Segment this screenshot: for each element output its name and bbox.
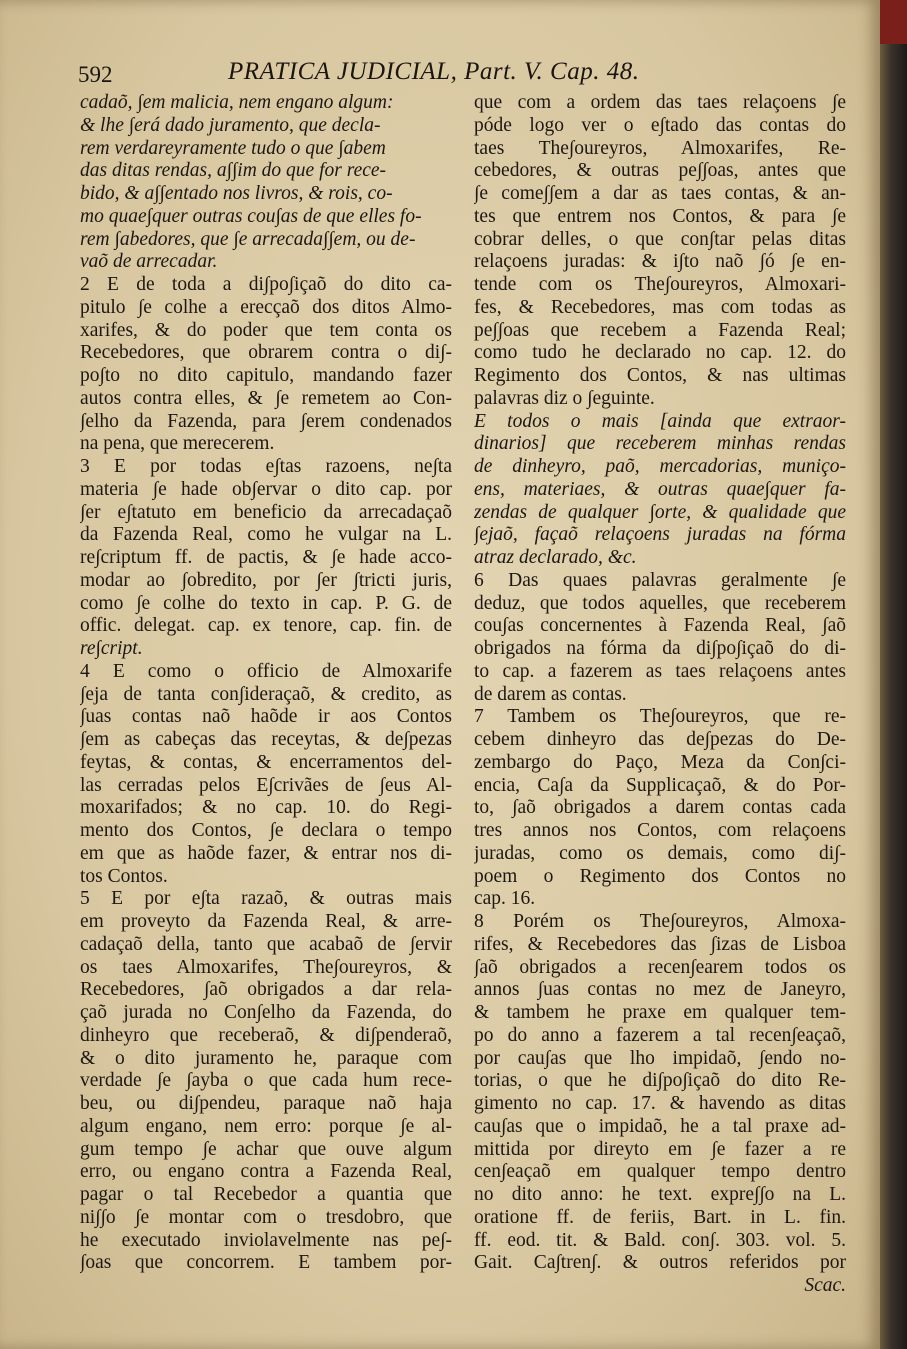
text-line: encia, Ca∫a da Supplicaçaõ, & do Por- bbox=[474, 774, 846, 796]
text-line: & o dito juramento he, paraque com bbox=[80, 1047, 452, 1069]
text-line: Recebedores, que obrarem contra o di∫- bbox=[80, 342, 452, 364]
text-line: mo quae∫quer outras cou∫as de que elles fo- bbox=[80, 205, 422, 227]
text-line: ∫er e∫tatuto em beneficio da arrecadaçaõ bbox=[80, 501, 452, 523]
text-line: relaçoens juradas: & i∫to naõ ∫ó ∫e en- bbox=[474, 251, 846, 273]
text-line: re∫cript. bbox=[80, 638, 143, 659]
text-line: cobrar delles, o que con∫tar pelas ditas bbox=[474, 228, 846, 250]
text-line: ni∫∫o ∫e montar com o tresdobro, que bbox=[80, 1206, 452, 1228]
text-line: xarifes, & do poder que tem conta os bbox=[80, 319, 452, 341]
text-line: na pena, que merecerem. bbox=[80, 433, 275, 455]
text-line: 3 E por todas e∫tas razoens, ne∫ta bbox=[80, 456, 452, 477]
text-line: póde logo ver o e∫tado das contas do bbox=[474, 114, 846, 136]
text-line: dinheyro que receberaõ, & di∫penderaõ, bbox=[80, 1024, 452, 1046]
text-line: re∫criptum ff. de pactis, & ∫e hade acco- bbox=[80, 547, 452, 568]
text-line: juradas, como os demais, como di∫- bbox=[474, 842, 846, 864]
text-line: beu, ou di∫pendeu, paraque naõ haja bbox=[80, 1093, 452, 1114]
text-line: to cap. a fazerem as taes relaçoens antes bbox=[474, 660, 846, 682]
text-line: Recebedores, ∫aõ obrigados a dar rela- bbox=[80, 979, 452, 1001]
text-line: atraz declarado, &c. bbox=[474, 547, 637, 568]
text-line: ∫uas contas naõ haõde ir aos Contos bbox=[80, 706, 452, 728]
text-line: taes The∫oureyros, Almoxarifes, Re- bbox=[474, 137, 846, 159]
text-line: gum tempo ∫e achar que ouve algum bbox=[80, 1138, 452, 1160]
text-line: & tambem he praxe em qualquer tem- bbox=[474, 1002, 846, 1023]
text-line: 5 E por e∫ta razaõ, & outras mais bbox=[80, 888, 452, 910]
text-line: pitulo ∫e colhe a erecçaõ dos ditos Almo- bbox=[80, 296, 452, 318]
text-line: E todos o mais [ainda que extraor- bbox=[474, 410, 846, 432]
text-line: que com a ordem das taes relaçoens ∫e bbox=[474, 92, 846, 113]
text-line: to, ∫aõ obrigados a darem contas cada bbox=[474, 797, 846, 819]
text-line: torias, o que he di∫po∫içaõ do dito Re- bbox=[474, 1070, 846, 1092]
text-line: modar ao ∫obredito, por ∫er ∫tricti juris, bbox=[80, 569, 452, 591]
text-line: zendas de qualquer ∫orte, & qualidade que bbox=[474, 501, 846, 523]
text-line: fes, & Recebedores, mas com todas as bbox=[474, 296, 846, 318]
text-line: po do anno a fazerem a tal recen∫eaçaõ, bbox=[474, 1024, 846, 1046]
text-line: os taes Almoxarifes, The∫oureyros, & bbox=[80, 956, 452, 978]
text-line: cadaçaõ della, tanto que acabaõ de ∫ervir bbox=[80, 933, 452, 955]
text-line: gimento no cap. 17. & havendo as ditas bbox=[474, 1093, 846, 1114]
bookmark-ribbon bbox=[880, 0, 907, 44]
text-line: como tudo he declarado no cap. 12. do bbox=[474, 342, 846, 364]
text-line: em proveyto da Fazenda Real, & arre- bbox=[80, 911, 452, 932]
text-line: ∫e come∫∫em a dar as taes contas, & an- bbox=[474, 183, 846, 204]
text-line: materia ∫e hade ob∫ervar o dito cap. por bbox=[80, 478, 452, 500]
text-line: offic. delegat. cap. ex tenore, cap. fin. de bbox=[80, 615, 452, 637]
text-line: poem o Regimento dos Contos no bbox=[474, 865, 846, 887]
text-line: çaõ jurada no Con∫elho da Fazenda, do bbox=[80, 1002, 452, 1023]
text-line: feytas, & contas, & encerramentos del- bbox=[80, 751, 452, 773]
text-line: ∫elho da Fazenda, para ∫erem condenados bbox=[80, 410, 452, 432]
text-line: mittida por direyto em ∫e fazer a re bbox=[474, 1138, 846, 1160]
right-text-column bbox=[474, 92, 846, 1298]
text-line: 4 E como o officio de Almoxarife bbox=[80, 660, 452, 682]
text-line: Gait. Ca∫tren∫. & outros referidos por bbox=[474, 1252, 846, 1274]
text-line: Regimento dos Contos, & nas ultimas bbox=[474, 365, 846, 386]
text-line: po∫to no dito capitulo, mandando fazer bbox=[80, 365, 452, 386]
text-line: tres annos nos Contos, com relaçoens bbox=[474, 820, 846, 841]
text-line: ∫em as cabeças das receytas, & de∫pezas bbox=[80, 729, 452, 750]
text-line: 7 Tambem os The∫oureyros, que re- bbox=[474, 706, 846, 728]
left-text-column bbox=[80, 92, 452, 1275]
text-line: vaõ de arrecadar. bbox=[80, 251, 218, 273]
text-line: tende com os The∫oureyros, Almoxari- bbox=[474, 274, 846, 295]
text-line: no dito anno: he text. expre∫∫o na L. bbox=[474, 1184, 846, 1205]
text-line: de dinheyro, paõ, mercadorias, muniço- bbox=[474, 456, 846, 477]
text-line: ∫aõ obrigados a recen∫earem todos os bbox=[474, 956, 846, 978]
text-line: dinarios] que receberem minhas rendas bbox=[474, 433, 846, 455]
text-line: algum engano, nem erro: porque ∫e al- bbox=[80, 1115, 452, 1137]
text-line: rifes, & Recebedores das ∫izas de Lisboa bbox=[474, 933, 846, 955]
text-line: ∫eja de tanta con∫ideraçaõ, & credito, as bbox=[80, 683, 452, 705]
text-line: verdade ∫e ∫ayba o que cada hum rece- bbox=[80, 1070, 452, 1092]
text-line: pe∫∫oas que recebem a Fazenda Real; bbox=[474, 319, 846, 341]
text-line: Scac. bbox=[804, 1275, 846, 1296]
text-line: como ∫e colhe do texto in cap. P. G. de bbox=[80, 592, 452, 614]
text-line: pagar o tal Recebedor a quantia que bbox=[80, 1184, 452, 1205]
text-line: palavras diz o ∫eguinte. bbox=[474, 387, 655, 409]
text-line: ff. eod. tit. & Bald. con∫. 303. vol. 5. bbox=[474, 1229, 846, 1251]
text-line: deduz, que todos aquelles, que receberem bbox=[474, 592, 846, 614]
text-line: moxarifados; & no cap. 10. do Regi- bbox=[80, 797, 452, 819]
text-line: annos ∫uas contas no mez de Janeyro, bbox=[474, 979, 846, 1001]
text-line: autos contra elles, & ∫e remetem ao Con- bbox=[80, 387, 452, 409]
text-line: cebedores, & outras pe∫∫oas, antes que bbox=[474, 160, 846, 182]
text-line: & lhe ∫erá dado juramento, que decla- bbox=[80, 114, 381, 136]
text-line: cen∫eaçaõ em qualquer tempo dentro bbox=[474, 1161, 846, 1183]
text-line: bido, & a∫∫entado nos livros, & rois, co- bbox=[80, 183, 393, 204]
text-line: ∫oas que concorrem. E tambem por- bbox=[80, 1252, 452, 1274]
text-line: cadaõ, ∫em malicia, nem engano algum: bbox=[80, 92, 394, 113]
text-line: 6 Das quaes palavras geralmente ∫e bbox=[474, 569, 846, 591]
text-line: erro, ou engano contra a Fazenda Real, bbox=[80, 1161, 452, 1183]
text-line: das ditas rendas, a∫∫im do que for rece- bbox=[80, 160, 387, 182]
page-number: 592 bbox=[78, 62, 113, 87]
text-line: he executado inviolavelmente nas pe∫- bbox=[80, 1229, 452, 1251]
text-line: cap. 16. bbox=[474, 888, 536, 910]
text-line: 8 Porém os The∫oureyros, Almoxa- bbox=[474, 911, 846, 932]
text-line: zembargo do Paço, Meza da Con∫ci- bbox=[474, 751, 846, 773]
text-line: tos Contos. bbox=[80, 865, 168, 887]
text-line: da Fazenda Real, como he vulgar na L. bbox=[80, 524, 452, 546]
text-line: ∫ejaõ, façaõ relaçoens juradas na fórma bbox=[474, 524, 846, 546]
text-line: mento dos Contos, ∫e declara o tempo bbox=[80, 820, 452, 841]
text-line: por cau∫as que lho impidaõ, ∫endo no- bbox=[474, 1047, 846, 1069]
text-line: cou∫as concernentes à Fazenda Real, ∫aõ bbox=[474, 615, 846, 637]
text-line: las cerradas pelos E∫crivães de ∫eus Al- bbox=[80, 774, 452, 796]
text-line: rem verdareyramente tudo o que ∫abem bbox=[80, 137, 386, 159]
text-line: rem ∫abedores, que ∫e arrecada∫∫em, ou de- bbox=[80, 228, 416, 250]
text-line: tes que entrem nos Contos, & para ∫e bbox=[474, 205, 846, 227]
text-line: em que as haõde fazer, & entrar nos di- bbox=[80, 842, 452, 864]
text-line: oratione ff. de feriis, Bart. in L. fin. bbox=[474, 1206, 846, 1228]
page-header bbox=[78, 58, 848, 92]
text-line: obrigados na fórma da di∫po∫içaõ do di- bbox=[474, 638, 846, 659]
text-line: cau∫as que o impidaõ, he a tal praxe ad- bbox=[474, 1115, 846, 1137]
text-line: cebem dinheyro das de∫pezas do De- bbox=[474, 729, 846, 750]
book-edge bbox=[880, 0, 907, 1349]
text-line: de darem as contas. bbox=[474, 683, 627, 705]
text-line: 2 E de toda a di∫po∫içaõ do dito ca- bbox=[80, 274, 452, 295]
text-line: ens, materiaes, & outras quae∫quer fa- bbox=[474, 478, 846, 500]
running-title: PRATICA JUDICIAL, Part. V. Cap. 48. bbox=[228, 58, 640, 85]
